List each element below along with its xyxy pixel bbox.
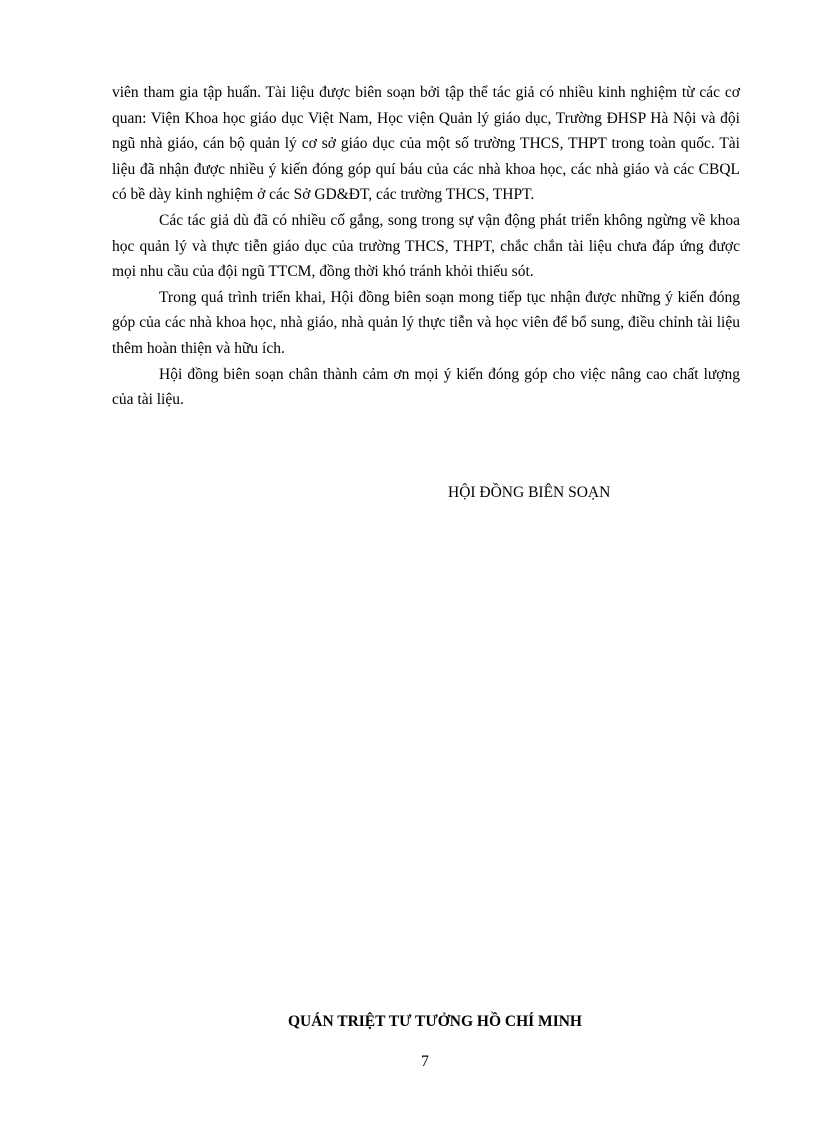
footer-title: QUÁN TRIỆT TƯ TƯỞNG HỒ CHÍ MINH xyxy=(288,1013,582,1030)
paragraph-authors-effort: Các tác giả dù đã có nhiều cố gắng, song trong sự vận động phát triển không ngừng về khoa học quản lý và thực tiễn giáo dục của trường THCS, THPT, chắc chắn tài liệu chưa đáp ứng được mọi nhu cầu của đội ngũ TTCM, đồng thời khó tránh khỏi thiếu sót. xyxy=(112,211,740,281)
paragraph-continuation: viên tham gia tập huấn. Tài liệu được biên soạn bởi tập thể tác giả có nhiều kinh nghiệm từ các cơ quan: Viện Khoa học giáo dục Việt Nam, Học viện Quản lý giáo dục, Trường ĐHSP Hà Nội và đội ngũ nhà giáo, cán bộ quản lý cơ sở giáo dục của một số trường THCS, THPT trong toàn quốc. Tài liệu đã nhận được nhiều ý kiến đóng góp quí báu của các nhà khoa học, các nhà giáo và các CBQL có bề dày kinh nghiệm ở các Sở GD&ĐT, các trường THCS, THPT. xyxy=(112,84,740,204)
body-text xyxy=(112,80,740,413)
paragraph-thanks: Hội đồng biên soạn chân thành cảm ơn mọi ý kiến đóng góp cho việc nâng cao chất lượng của tài liệu. xyxy=(112,365,740,409)
page-number: 7 xyxy=(421,1053,429,1070)
paragraph-feedback-request: Trong quá trình triển khai, Hội đồng biên soạn mong tiếp tục nhận được những ý kiến đóng góp của các nhà khoa học, nhà giáo, nhà quản lý thực tiễn và học viên để bổ sung, điều chỉnh tài liệu thêm hoàn thiện và hữu ích. xyxy=(112,288,740,357)
signature-line: HỘI ĐỒNG BIÊN SOẠN xyxy=(448,484,611,501)
